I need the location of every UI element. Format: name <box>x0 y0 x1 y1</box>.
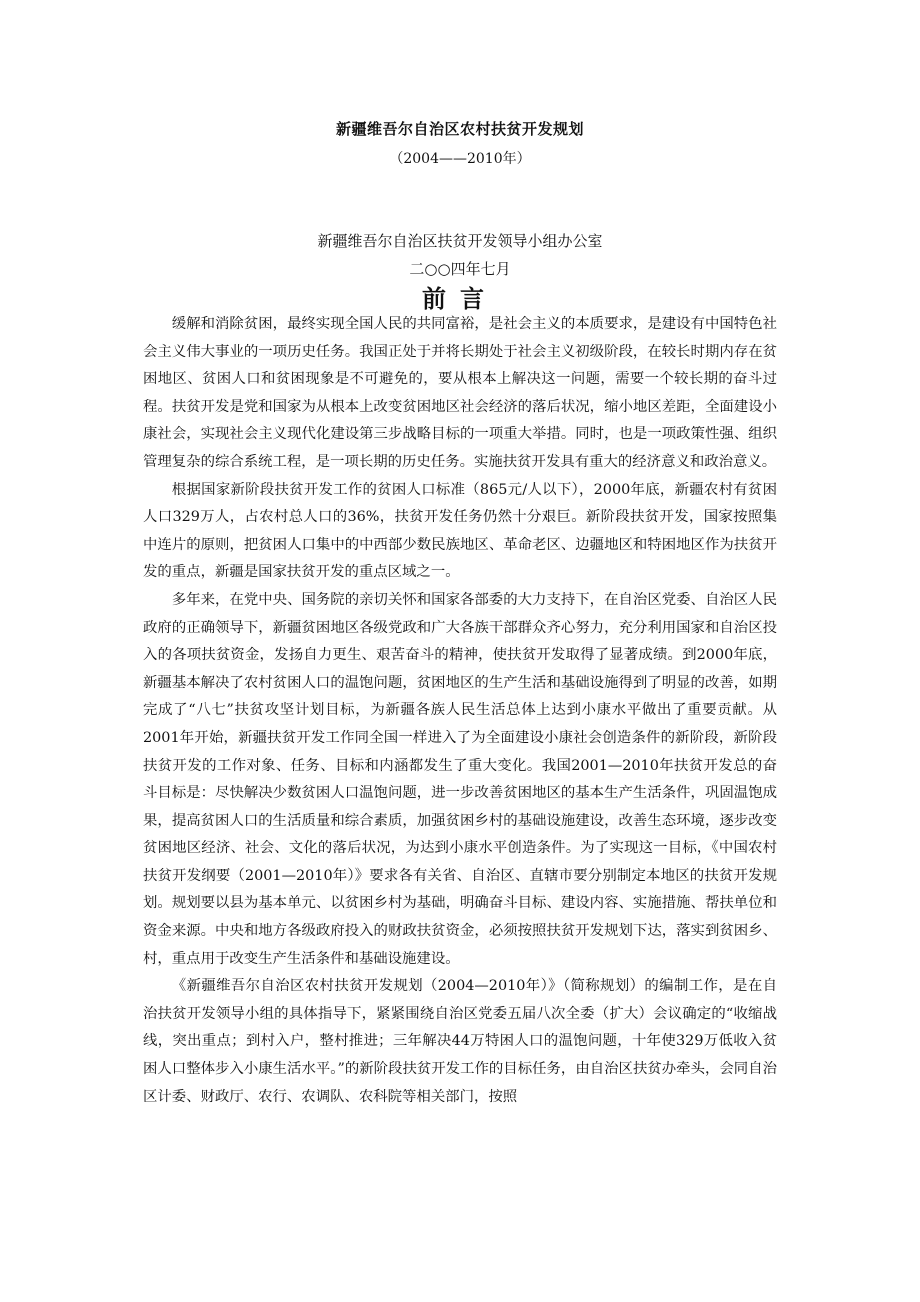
paragraph: 《新疆维吾尔自治区农村扶贫开发规划（2004—2010年）》（简称规划）的编制工作，是在自治扶贫开发领导小组的具体指导下，紧紧围绕自治区党委五届八次全委（扩大）会议确定的“收缩战线，突出重点；到村入户，整村推进；三年解决44万特困人口的温饱问题，十年使329万低收入贫困人口整体步入小康生活水平。”的新阶段扶贫开发工作的目标任务，由自治区扶贫办牵头，会同自治区计委、财政厅、农行、农调队、农科院等相关部门，按照 <box>143 978 777 1105</box>
issue-date: 二○○四年七月 <box>409 260 511 278</box>
paragraph: 多年来，在党中央、国务院的亲切关怀和国家各部委的大力支持下，在自治区党委、自治区人民政府的正确领导下，新疆贫困地区各级党政和广大各族干部群众齐心努力，充分利用国家和自治区投入的各项扶贫资金，发扬自力更生、艰苦奋斗的精神，使扶贫开发取得了显著成绩。到2000年底，新疆基本解决了农村贫困人口的温饱问题，贫困地区的生产生活和基础设施得到了明显的改善，如期完成了“八七”扶贫攻坚计划目标，为新疆各族人民生活总体上达到小康水平做出了重要贡献。从2001年开始，新疆扶贫开发工作同全国一样进入了为全面建设小康社会创造条件的新阶段，新阶段扶贫开发的工作对象、任务、目标和内涵都发生了重大变化。我国2001—2010年扶贫开发总的奋斗目标是：尽快解决少数贫困人口温饱问题，进一步改善贫困地区的基本生产生活条件，巩固温饱成果，提高贫困人口的生活质量和综合素质，加强贫困乡村的基础设施建设，改善生态环境，逐步改变贫困地区经济、社会、文化的落后状况，为达到小康水平创造条件。为了实现这一目标，《中国农村扶贫开发纲要（2001—2010年）》要求各有关省、自治区、直辖市要分别制定本地区的扶贫开发规划。规划要以县为基本单元、以贫困乡村为基础，明确奋斗目标、建设内容、实施措施、帮扶单位和资金来源。中央和地方各级政府投入的财政扶贫资金，必须按照扶贫开发规划下达，落实到贫困乡、村，重点用于改变生产生活条件和基础设施建设。 <box>143 591 777 967</box>
preface-body <box>143 311 777 1111</box>
issuing-office: 新疆维吾尔自治区扶贫开发领导小组办公室 <box>317 232 603 250</box>
paragraph: 缓解和消除贫困，最终实现全国人民的共同富裕，是社会主义的本质要求，是建设有中国特色社会主义伟大事业的一项历史任务。我国正处于并将长期处于社会主义初级阶段，在较长时期内存在贫困地区、贫困人口和贫困现象是不可避免的，要从根本上解决这一问题，需要一个较长期的奋斗过程。扶贫开发是党和国家为从根本上改变贫困地区社会经济的落后状况，缩小地区差距，全面建设小康社会，实现社会主义现代化建设第三步战略目标的一项重大举措。同时，也是一项政策性强、组织管理复杂的综合系统工程，是一项长期的历史任务。实施扶贫开发具有重大的经济意义和政治意义。 <box>143 316 777 470</box>
document-years: （2004——2010年） <box>389 151 531 167</box>
paragraph: 根据国家新阶段扶贫开发工作的贫困人口标准（865元/人以下），2000年底，新疆农村有贫困人口329万人，占农村总人口的36%，扶贫开发任务仍然十分艰巨。新阶段扶贫开发，国家按照集中连片的原则，把贫困人口集中的中西部少数民族地区、革命老区、边疆地区和特困地区作为扶贫开发的重点，新疆是国家扶贫开发的重点区域之一。 <box>143 481 777 581</box>
preface-heading: 前言 <box>422 285 498 313</box>
document-title: 新疆维吾尔自治区农村扶贫开发规划 <box>335 120 584 138</box>
